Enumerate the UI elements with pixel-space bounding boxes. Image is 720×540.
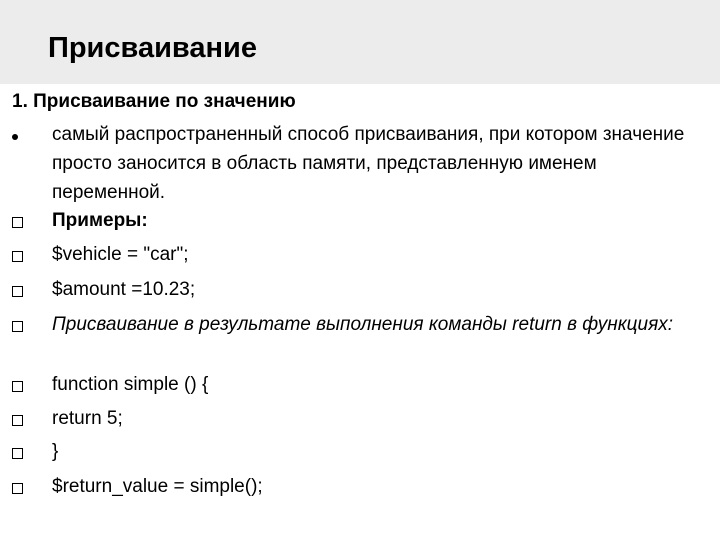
item-text: $vehicle = "car"; bbox=[52, 244, 189, 265]
bullet-square-icon bbox=[12, 217, 23, 228]
slide-title: Присваивание bbox=[48, 32, 257, 64]
item-text: $amount =10.23; bbox=[52, 279, 196, 300]
bullet-square-icon bbox=[12, 483, 23, 494]
bullet-square-icon bbox=[12, 448, 23, 459]
item-text: Примеры: bbox=[52, 210, 148, 231]
bullet-square-icon bbox=[12, 321, 23, 332]
item-text: } bbox=[52, 441, 59, 462]
item-text: $return_value = simple(); bbox=[52, 476, 263, 497]
item-text: Присваивание в результате выполнения команды return в функциях: bbox=[52, 314, 674, 335]
bullet-square-icon bbox=[12, 286, 23, 297]
section-heading: 1. Присваивание по значению bbox=[12, 91, 296, 112]
bullet-square-icon bbox=[12, 381, 23, 392]
bullet-square-icon bbox=[12, 415, 23, 426]
item-text: самый распространенный способ присваивания, при котором значение просто заносится в область памяти, представленную именем переменной. bbox=[52, 124, 685, 203]
bullet-dot-icon bbox=[12, 134, 18, 140]
item-text: return 5; bbox=[52, 408, 123, 429]
bullet-square-icon bbox=[12, 251, 23, 262]
item-text: function simple () { bbox=[52, 374, 209, 395]
